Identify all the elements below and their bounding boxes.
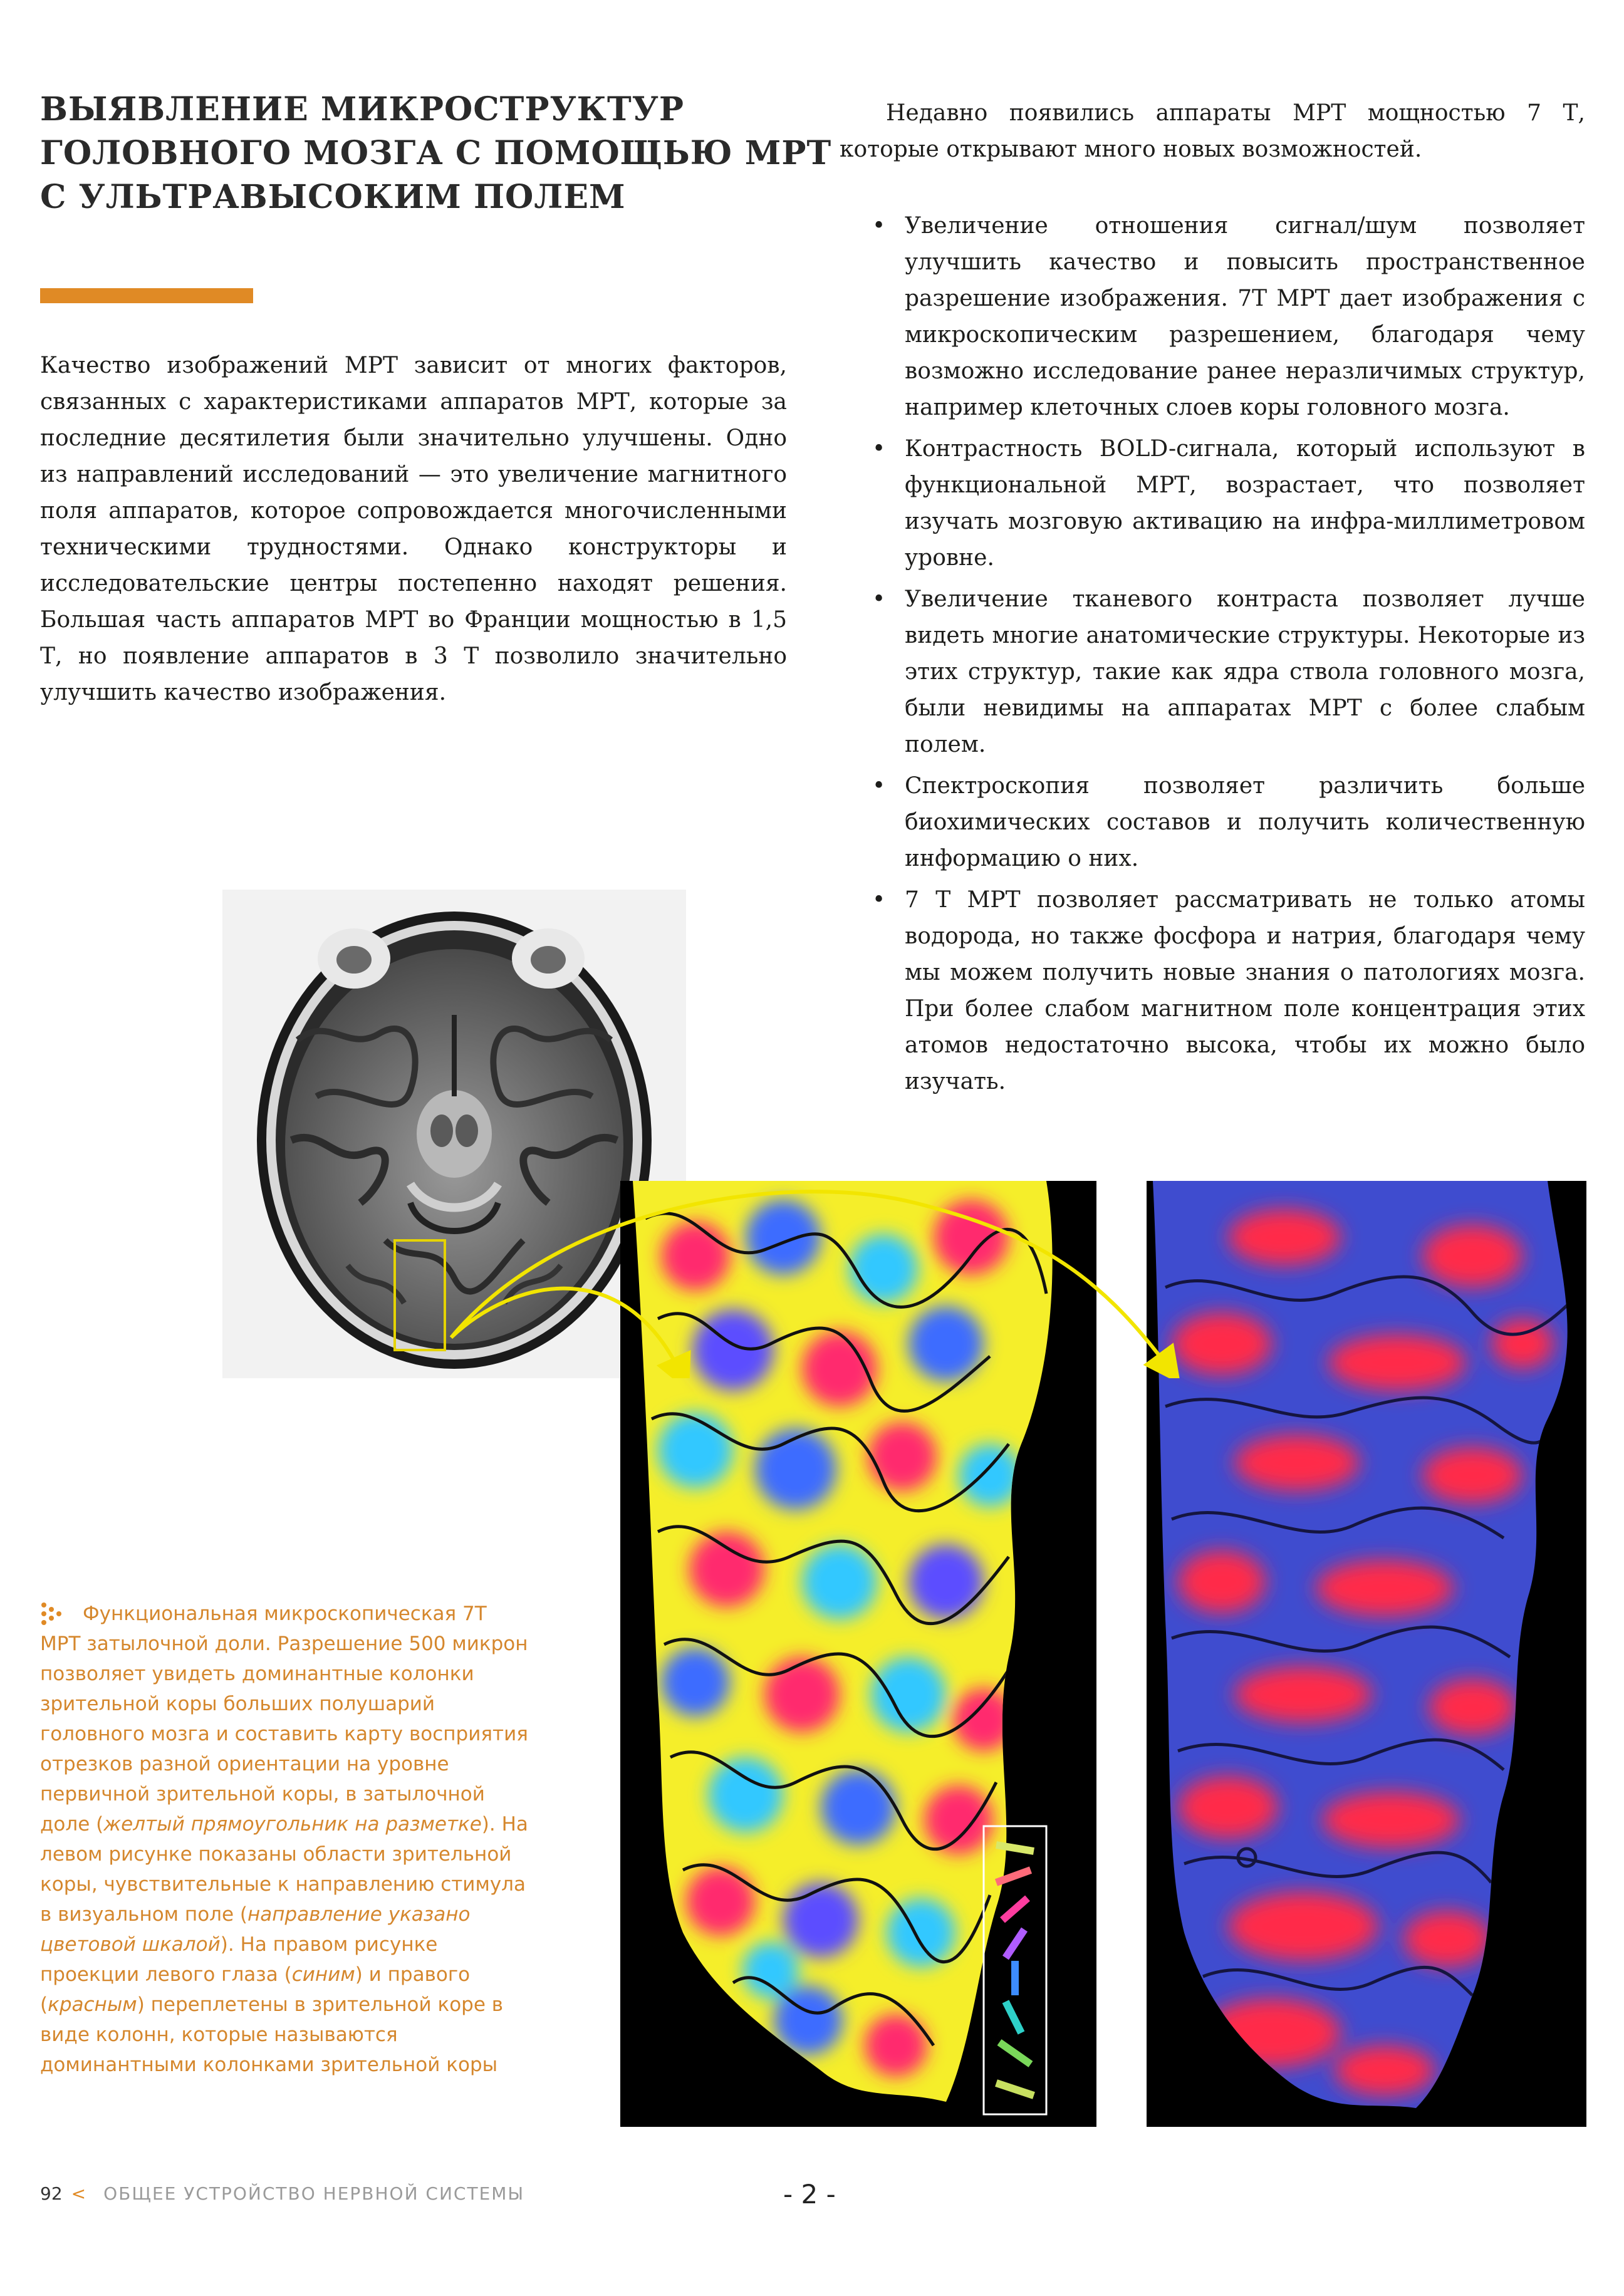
bullet-icon: • xyxy=(872,213,886,239)
section-title: ОБЩЕЕ УСТРОЙСТВО НЕРВНОЙ СИСТЕМЫ xyxy=(103,2183,525,2204)
list-item: • 7 Т МРТ позволяет рассматривать не только атомы водорода, но также фосфора и натрия, благодаря чему мы можем получить новые знания о патологиях мозга. При более слабом магнитном поле концентрация этих атомов недостаточно высока, чтобы их можно было изучать. xyxy=(840,882,1585,1100)
list-item: • Спектроскопия позволяет различить больше биохимических составов и получить количественную информацию о них. xyxy=(840,768,1585,877)
page-marker: - 2 - xyxy=(783,2179,836,2210)
list-item: • Увеличение тканевого контраста позволяет лучше видеть многие анатомические структуры. Некоторые из этих структур, такие как ядра ствола головного мозга, были невидимы на аппаратах МРТ с более слабым полем. xyxy=(840,581,1585,763)
page-footer xyxy=(40,2183,524,2208)
arrow-to-dominance-map xyxy=(451,1192,1172,1372)
title-line-3: С УЛЬТРАВЫСОКИМ ПОЛЕМ xyxy=(40,178,626,216)
bullet-icon: • xyxy=(872,887,886,913)
feature-list xyxy=(840,208,1585,1100)
page-number: 92 xyxy=(40,2183,63,2204)
title-line-1: ВЫЯВЛЕНИЕ МИКРОСТРУКТУР xyxy=(40,90,684,128)
list-item: • Увеличение отношения сигнал/шум позволяет улучшить качество и повысить пространственное разрешение изображения. 7Т МРТ дает изображения с микроскопическим разрешением, благодаря чему возможно исследование ранее неразличимых структур, например клеточных слоев коры головного мозга. xyxy=(840,208,1585,426)
caption-text: Функциональная микроскопическая 7Т МРТ затылочной доли. Разрешение 500 микрон позволяет увидеть доминантные колонки зрительной коры больших полушарий головного мозга и составить карту восприятия отрезков разной ориентации на уровне первичной зрительной коры, в затылочной доле (желтый прямоугольник на разметке). На левом рисунке показаны области зрительной коры, чувствительные к направлению стимула в визуальном поле (направление указано цветовой шкалой). На правом рисунке проекции левого глаза (синим) и правого (красным) переплетены в зрительной коре в виде колонн, которые называются доминантными колонками зрительной коры xyxy=(40,1603,528,2076)
intro-paragraph: Качество изображений МРТ зависит от многих факторов, связанных с характеристиками аппаратов МРТ, которые за последние десятилетия были значительно улучшены. Одно из направлений исследований — это увеличение магнитного поля аппаратов, которое сопровождается многочисленными техническими трудностями. Однако конструкторы и исследовательские центры постепенно находят решения. Большая часть аппаратов МРТ во Франции мощностью в 1,5 Т, но появление аппаратов в 3 Т позволило значительно улучшить качество изображения. xyxy=(40,353,787,705)
connection-arrows xyxy=(439,1178,1241,1378)
bullet-icon: • xyxy=(872,586,886,612)
list-item: • Контрастность BOLD-сигнала, который используют в функциональной МРТ, возрастает, что позволяет изучать мозговую активацию на инфра-миллиметровом уровне. xyxy=(840,431,1585,576)
right-intro-paragraph: Недавно появились аппараты МРТ мощностью 7 Т, которые открывают много новых возможностей. xyxy=(840,100,1585,162)
caption-dots-icon xyxy=(40,1601,65,1626)
title-accent-bar xyxy=(40,288,253,303)
title-line-2: ГОЛОВНОГО МОЗГА С ПОМОЩЬЮ МРТ xyxy=(40,134,832,172)
figure-caption xyxy=(40,1599,529,2080)
right-column xyxy=(840,95,1585,1105)
article-title xyxy=(40,88,832,219)
bullet-icon: • xyxy=(872,436,886,462)
bullet-icon: • xyxy=(872,773,886,799)
chevron-left-icon: < xyxy=(71,2183,88,2204)
